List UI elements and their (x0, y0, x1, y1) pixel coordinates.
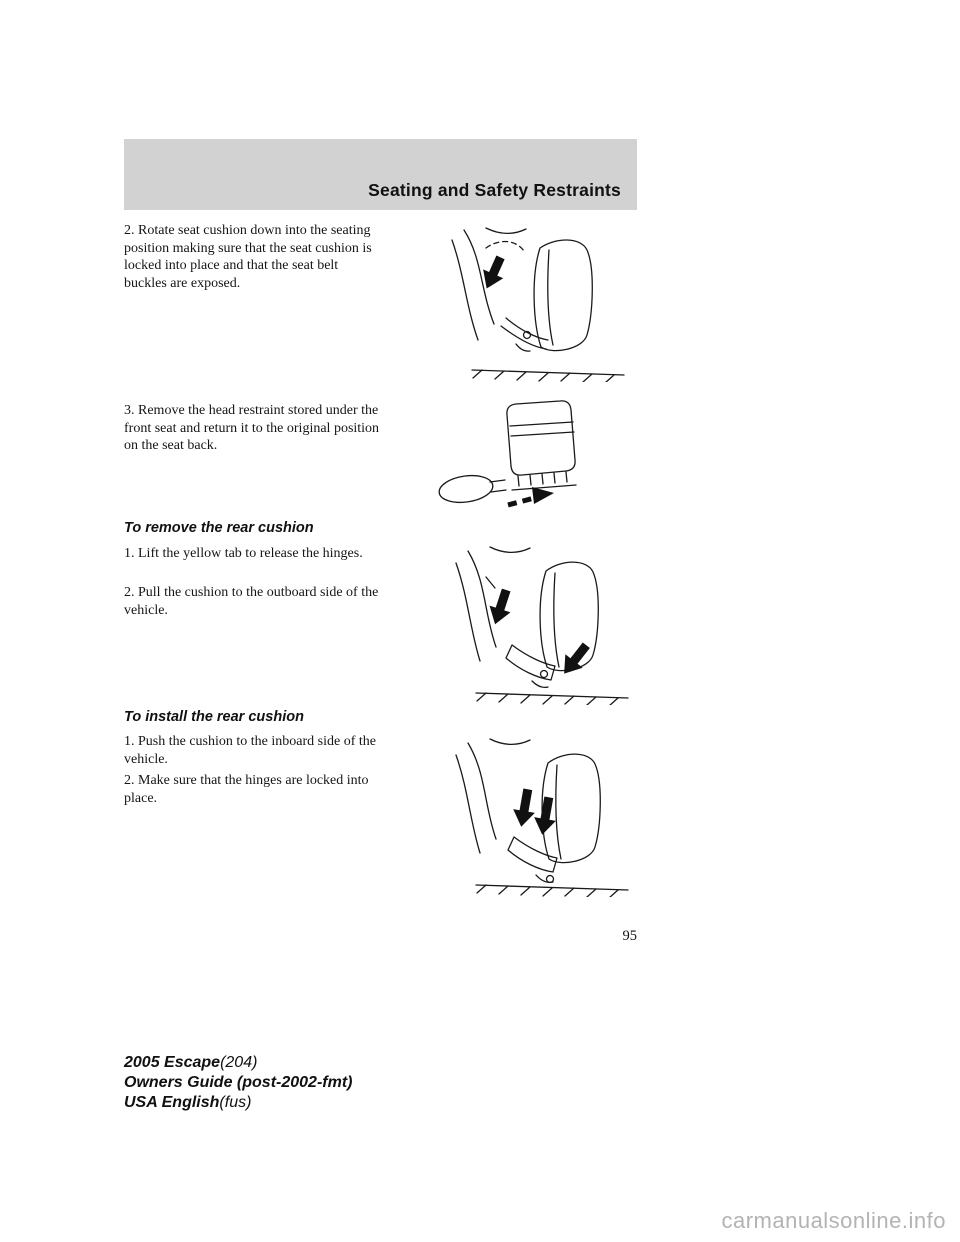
footer-guide-name: Owners Guide (post-2002-fmt) (124, 1074, 353, 1091)
footer-line-guide (124, 1073, 524, 1093)
install-rear-cushion-heading: To install the rear cushion (124, 709, 304, 725)
footer-model-code: (204) (220, 1054, 258, 1071)
head-restraint-illustration (428, 396, 638, 514)
footer-line-model (124, 1053, 524, 1073)
watermark-text: carmanualsonline.info (721, 1208, 946, 1233)
step-rotate-cushion-text: 2. Rotate seat cushion down into the seating position making sure that the seat cushion is locked into place and that the seat belt buckles are exposed. (124, 223, 372, 291)
install-step2-text: 2. Make sure that the hinges are locked into place. (124, 773, 369, 806)
remove-rear-cushion-heading: To remove the rear cushion (124, 520, 314, 536)
footer-language-code: (fus) (219, 1094, 252, 1111)
remove-step2-text: 2. Pull the cushion to the outboard side of the vehicle. (124, 585, 379, 618)
remove-step1-text: 1. Lift the yellow tab to release the hinges. (124, 546, 363, 561)
step-head-restraint-text: 3. Remove the head restraint stored under the front seat and return it to the original position on the seat back. (124, 403, 380, 453)
footer-line-language (124, 1093, 524, 1113)
section-title: Seating and Safety Restraints (368, 180, 621, 200)
install-rear-cushion-illustration (428, 733, 638, 897)
seat-cushion-rotate-illustration (428, 226, 638, 382)
page-number: 95 (622, 928, 637, 944)
footer (124, 1053, 524, 1113)
install-step1-text: 1. Push the cushion to the inboard side of the vehicle. (124, 734, 376, 767)
footer-model-name: 2005 Escape (124, 1054, 221, 1071)
remove-rear-cushion-illustration (428, 543, 638, 705)
section-header-bar (124, 139, 637, 210)
footer-language-name: USA English (124, 1094, 220, 1111)
